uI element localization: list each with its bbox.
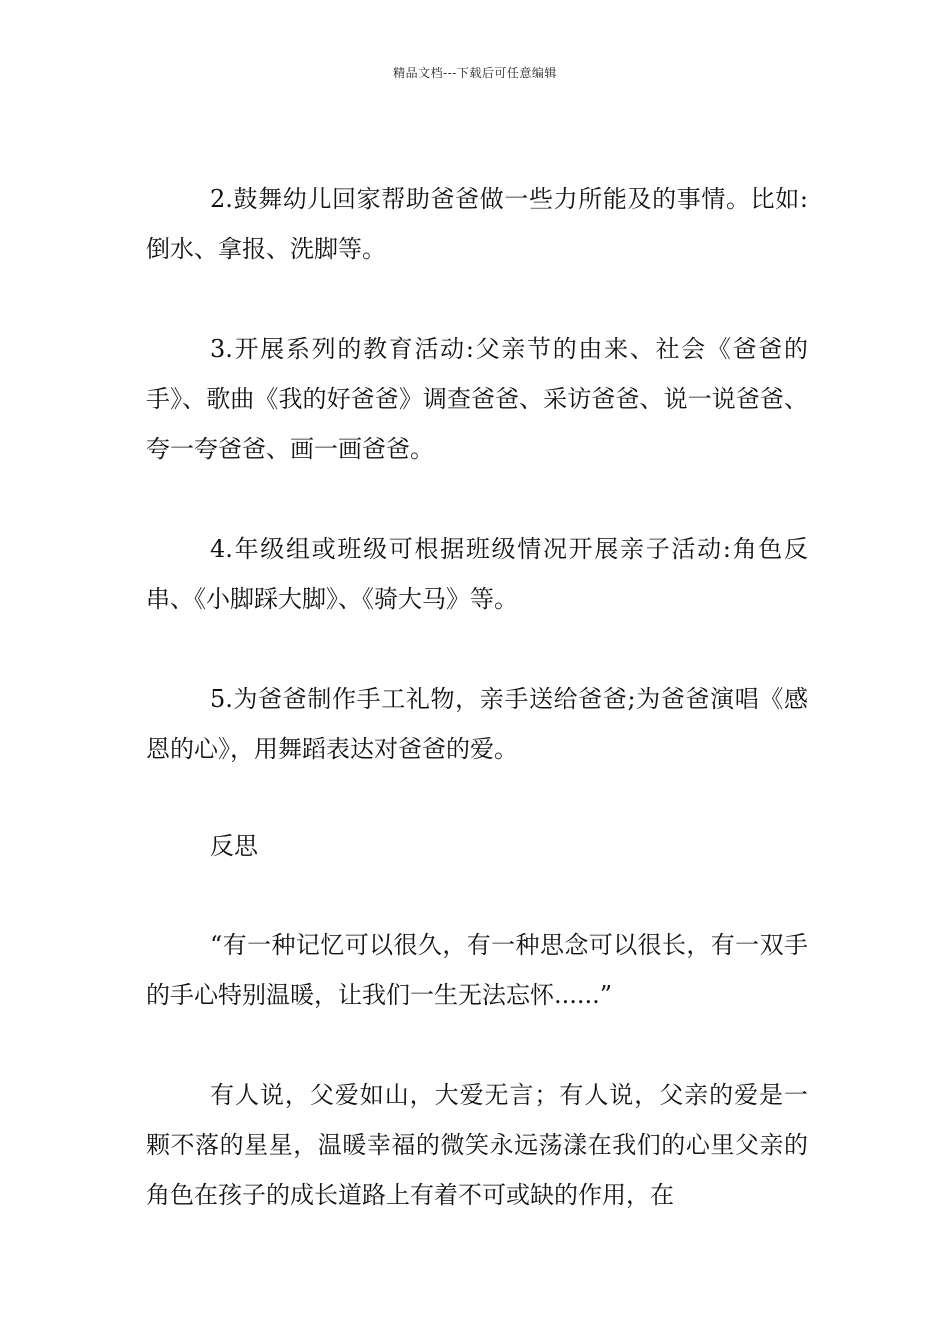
section-heading-reflection: 反思	[210, 832, 258, 860]
paragraph-item-4: 4.年级组或班级可根据班级情况开展亲子活动:角色反串、《小脚踩大脚》、《骑大马》等。	[146, 535, 808, 613]
paragraph-item-2: 2.鼓舞幼儿回家帮助爸爸做一些力所能及的事情。比如:倒水、拿报、洗脚等。	[146, 185, 808, 263]
paragraph-item-3: 3.开展系列的教育活动:父亲节的由来、社会《爸爸的手》、歌曲《我的好爸爸》调查爸爸、采访爸爸、说一说爸爸、夸一夸爸爸、画一画爸爸。	[146, 335, 808, 463]
quote-paragraph: “有一种记忆可以很久，有一种思念可以很长，有一双手的手心特别温暖，让我们一生无法忘怀......”	[146, 931, 808, 1009]
page-header: 精品文档---下载后可任意编辑	[393, 66, 557, 80]
paragraph-item-5: 5.为爸爸制作手工礼物，亲手送给爸爸;为爸爸演唱《感恩的心》，用舞蹈表达对爸爸的爱。	[146, 685, 808, 763]
reflection-paragraph: 有人说，父爱如山，大爱无言；有人说，父亲的爱是一颗不落的星星，温暖幸福的微笑永远荡漾在我们的心里父亲的角色在孩子的成长道路上有着不可或缺的作用，在	[146, 1081, 808, 1209]
